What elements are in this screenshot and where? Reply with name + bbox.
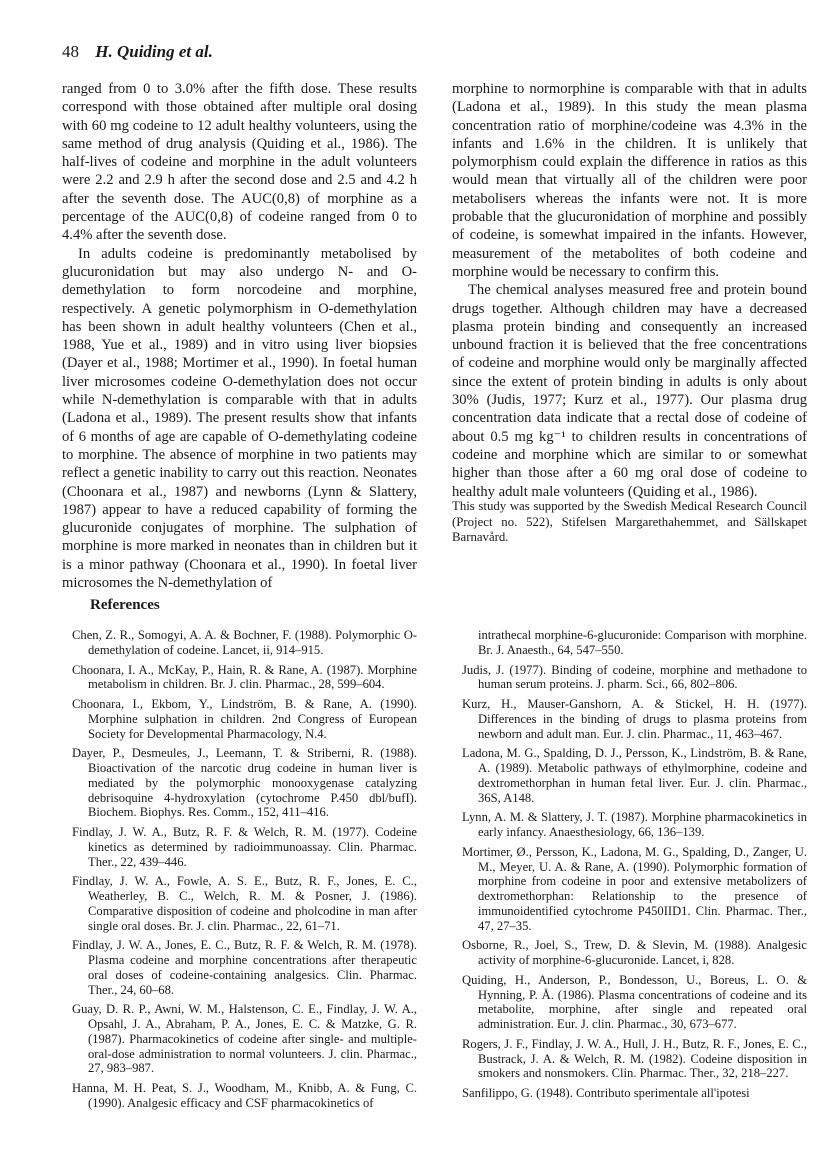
reference-item: Ladona, M. G., Spalding, D. J., Persson, K., Lindström, B. & Rane, A. (1989). Metabolic pathways of ethylmorphine, codeine and dextromethorphan in human fetal liver. Eur. J. clin. Pharmac., 36S, A148. <box>462 746 807 805</box>
reference-item: Kurz, H., Mauser-Ganshorn, A. & Stickel, H. H. (1977). Differences in the binding of drugs to plasma proteins from newborn and adult man. Eur. J. clin. Pharmac., 11, 463–467. <box>462 697 807 741</box>
running-title: H. Quiding et al. <box>95 42 213 61</box>
reference-item: Lynn, A. M. & Slattery, J. T. (1987). Morphine pharmacokinetics in early infancy. Anaesthesiology, 66, 136–139. <box>462 810 807 839</box>
reference-item: Rogers, J. F., Findlay, J. W. A., Hull, J. H., Butz, R. F., Jones, E. C., Bustrack, J. A. & Welch, R. M. (1982). Codeine disposition in smokers and nonsmokers. Clin. Pharmac. Ther., 32, 218–227. <box>462 1036 807 1081</box>
page-number: 48 <box>62 42 79 61</box>
reference-item: Sanfilippo, G. (1948). Contributo sperimentale all'ipotesi <box>462 1086 750 1100</box>
reference-item: Mortimer, Ø., Persson, K., Ladona, M. G., Spalding, D., Zanger, U. M., Meyer, U. A. & Rane, A. (1990). Polymorphic formation of morphine from codeine in poor and extensive metabolizers of dextromethorphan: Relationship to the presence of immunoidentified cytochrome P450IID1. Clin. Pharmac. Ther., 47, 27–35. <box>462 844 807 933</box>
reference-item: Quiding, H., Anderson, P., Bondesson, U., Boreus, L. O. & Hynning, P. Å. (1986). Plasma concentrations of codeine and its metabolite, morphine, after single and repeated oral administration. Eur. J. clin. Pharmac., 30, 673–677. <box>462 972 807 1031</box>
reference-item: Guay, D. R. P., Awni, W. M., Halstenson, C. E., Findlay, J. W. A., Opsahl, J. A., Abraham, P. A., Jones, E. C. & Matzke, G. R. (1987). Pharmacokinetics of codeine after single- and multiple-oral-dose administration to normal volunteers. J. clin. Pharmac., 27, 983–987. <box>72 1002 417 1076</box>
reference-item: Findlay, J. W. A., Fowle, A. S. E., Butz, R. F., Jones, E. C., Weatherley, B. C., Welch, R. M. & Posner, J. (1986). Comparative disposition of codeine and pholcodine in man after single oral doses. Br. J. clin. Pharmac., 22, 61–71. <box>72 874 417 933</box>
references-column-right <box>462 628 807 1106</box>
reference-item: Osborne, R., Joel, S., Trew, D. & Slevin, M. (1988). Analgesic activity of morphine-6-glucuronide. Lancet, i, 828. <box>462 938 807 967</box>
reference-item: Chen, Z. R., Somogyi, A. A. & Bochner, F. (1988). Polymorphic O-demethylation of codeine. Lancet, ii, 914–915. <box>72 628 417 657</box>
paragraph: morphine to normorphine is comparable with that in adults (Ladona et al., 1989). In this study the mean plasma concentration ratio of morphine/codeine was 4.3% in the infants and 1.6% in the children. It is unlikely that polymorphism could explain the difference in ratios as this would mean that virtually all of the children were poor metabolisers whereas the infants were not. It is more probable that the glucuronidation of morphine and possibly of codeine, is somewhat impaired in the infants. However, measurement of the metabolites of both codeine and morphine would be necessary to confirm this. <box>452 81 807 280</box>
paragraph: ranged from 0 to 3.0% after the fifth dose. These results correspond with those obtained after multiple oral dosing with 60 mg codeine to 12 adult healthy volunteers, using the same method of drug analysis (Quiding et al., 1986). The half-lives of codeine and morphine in the adult volunteers were 2.2 and 2.9 h after the second dose and 2.5 and 4.2 h after the seventh dose. The AUC(0,8) of morphine as a percentage of the AUC(0,8) of codeine ranged from 0 to 4.4% after the seventh dose. <box>62 81 417 244</box>
reference-item: intrathecal morphine-6-glucuronide: Comparison with morphine. Br. J. Anaesth., 64, 547–550. <box>478 628 807 657</box>
reference-item: Hanna, M. H. Peat, S. J., Woodham, M., Knibb, A. & Fung, C. (1990). Analgesic efficacy and CSF pharmacokinetics of <box>72 1081 417 1110</box>
reference-item: Findlay, J. W. A., Jones, E. C., Butz, R. F. & Welch, R. M. (1978). Plasma codeine and morphine concentrations after therapeutic oral doses of codeine-containing analgesics. Clin. Pharmac. Ther., 24, 60–68. <box>72 938 417 997</box>
paragraph: In adults codeine is predominantly metabolised by glucuronidation but may also undergo N- and O-demethylation to form norcodeine and morphine, respectively. A genetic polymorphism in O-demethylation has been shown in adult healthy volunteers (Chen et al., 1988, Yue et al., 1989) and in vitro using liver biopsies (Dayer et al., 1988; Mortimer et al., 1990). In foetal human liver microsomes codeine O-demethylation does not occur while N-demethylation is comparable with that in adults (Ladona et al., 1989). The present results show that infants of 6 months of age are capable of O-demethylating codeine to morphine. The absence of morphine in two patients may reflect a genetic inability to carry out this reaction. Neonates (Choonara et al., 1987) and newborns (Lynn & Slattery, 1987) appear to have a reduced capability of forming the glucuronide conjugates of morphine. The sulphation of morphine is more marked in neonates than in children but it is a minor pathway (Choonara et al., 1990). In foetal liver microsomes the N-demethylation of <box>62 245 417 592</box>
references-heading: References <box>90 597 160 613</box>
reference-item: Choonara, I. A., McKay, P., Hain, R. & Rane, A. (1987). Morphine metabolism in children. Br. J. clin. Pharmac., 28, 599–604. <box>72 662 417 692</box>
body-column-right <box>452 80 807 501</box>
body-column-left <box>62 80 417 592</box>
references-column-left <box>72 628 417 1116</box>
reference-item: Dayer, P., Desmeules, J., Leemann, T. & Striberni, R. (1988). Bioactivation of the narcotic drug codeine in human liver is mediated by the polymorphic monooxygenase catalyzing debrisoquine 4-hydroxylation (cytochrome P.450 dbl/bufI). Biochem. Biophys. Res. Comm., 152, 411–416. <box>72 746 417 820</box>
reference-item: Judis, J. (1977). Binding of codeine, morphine and methadone to human serum proteins. J. pharm. Sci., 66, 802–806. <box>462 662 807 692</box>
paragraph: The chemical analyses measured free and protein bound drugs together. Although children may have a decreased plasma protein binding and consequently an increased unbound fraction it is believed that the free concentrations of codeine and morphine would only be marginally affected since the extent of protein binding in adults is only about 30% (Judis, 1977; Kurz et al., 1977). Our plasma drug concentration data indicate that a rectal dose of codeine of about 0.5 mg kg⁻¹ to children results in concentrations of codeine and morphine which are similar to or somewhat higher than those after a 60 mg oral dose of codeine to healthy adult male volunteers (Quiding et al., 1986). <box>452 282 807 500</box>
reference-item: Findlay, J. W. A., Butz, R. F. & Welch, R. M. (1977). Codeine kinetics as determined by radioimmunoassay. Clin. Pharmac. Ther., 22, 439–446. <box>72 825 417 869</box>
acknowledgement: This study was supported by the Swedish Medical Research Council (Project no. 522), Stifelsen Margarethahemmet, and Sällskapet Barnavård. <box>452 499 807 544</box>
running-header <box>62 42 213 62</box>
reference-item: Choonara, I., Ekbom, Y., Lindström, B. & Rane, A. (1990). Morphine sulphation in children. 2nd Congress of European Society for Developmental Pharmacology, N.4. <box>72 697 417 741</box>
